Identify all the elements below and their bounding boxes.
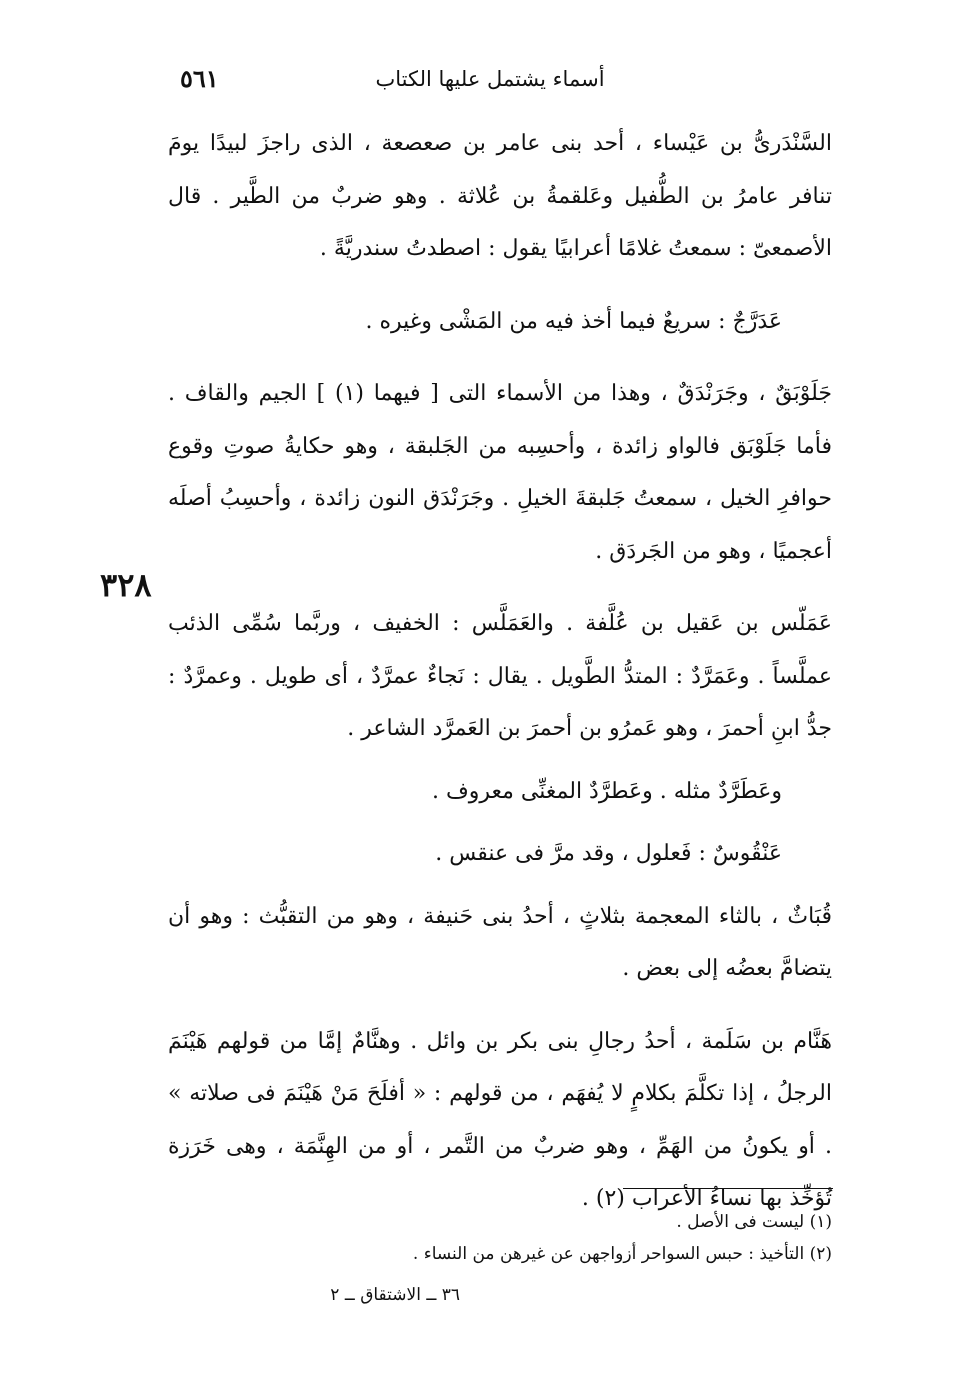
- printer-signature: ٣٦ ــ الاشتقاق ــ ٢: [330, 1285, 460, 1305]
- entry-amallas: عَمَلّس بن عَقيل بن عُلَّفة . والعَمَلَّس : الخفيف ، وربَّما سُمِّى الذئب عملَّساً . وعَمَرَّدٌ : المتدُّ الطَّويل . يقال : نَجاءٌ عمرَّدٌ ، أى طويل . وعمرَّدٌ : جدُّ ابنِ أحمرَ ، وهو عَمرُو بن أحمرَ بن العَمرَّد الشاعر .: [168, 611, 832, 741]
- footnote-separator: [623, 1188, 833, 1189]
- entry-adarraj: عَدَرَّجٌ : سريعٌ فيما أخذ فيه من المَشْى وغيره .: [365, 308, 782, 334]
- entry-atarrad: وعَطَرَّدٌ مثله . وعَطرَّدٌ المغنِّى معروف .: [431, 778, 782, 804]
- footnote-1: (١) ليست فى الأصل .: [676, 1212, 832, 1232]
- entry-hannam: هَنَّام بن سَلَمة ، أحدُ رجالِ بنى بكر بن وائل . وهنَّامٌ إمَّا من قولهم هَيْنَمَ الرجلُ ، إذا تكلَّمَ بكلامٍ لا يُفهَم ، من قولهم : « أفلَحَ مَنْ هَيْنَمَ فى صلاته » . أو يكونُ من الهَمِّ ، وهو ضربٌ من التَّمر ، أو من الهِنَّمَة ، وهى خَرَزة تُؤخِّذ بها نساءُ الأعراب (٢) .: [168, 1028, 832, 1211]
- page-number: ٥٦١: [180, 64, 219, 93]
- entry-qubath: قُبَاثٌ ، بالثاء المعجمة بثلاثٍ ، أحدُ بنى حَنيفة ، وهو من التقبُّث : وهو أن يتضامَّ بعضُه إلى بعض .: [168, 903, 832, 981]
- footnote-2: (٢) التأخيذ : حبس السواحر أزواجهن عن غيرهن من النساء .: [412, 1244, 832, 1264]
- entry-sandari: السَّنْدَرىُّ بن عَيْساء ، أحد بنى عامر بن صعصعة ، الذى راجزَ لبيدًا يومَ تنافر عامرُ بن الطُّفيل وعَلقمةُ بن عُلاثة . وهو ضربٌ من الطَّير . قال الأصمعىّ : سمعتُ غلامًا أعرابيًا يقول : اصطدتُ سندريَّةً .: [168, 131, 832, 261]
- running-header-title: أسماء يشتمل عليها الكتاب: [375, 67, 605, 91]
- footnotes: [300, 1206, 832, 1270]
- entry-jalawbaq: جَلَوْبَقٌ ، وجَرَنْدَقٌ ، وهذا من الأسماء التى [ فيهما (١) ] الجيم والقاف . فأما جَلَوْبَق فالواو زائدة ، وأحسِبه من الجَلبقة ، وهو حكايةُ صوتِ وقوع حوافرِ الخيل ، سمعتُ جَلبقةَ الخيلِ . وجَرَنْدَق النون زائدة ، وأحسِبُ أصلَه أعجميًا ، وهو من الجَردَق .: [168, 381, 832, 564]
- margin-section-number: ٣٢٨: [100, 566, 152, 604]
- main-text: [168, 118, 832, 1226]
- entry-anqus: عَنْقُوسٌ : فَعلول ، وقد مرَّ فى عنقس .: [435, 841, 782, 866]
